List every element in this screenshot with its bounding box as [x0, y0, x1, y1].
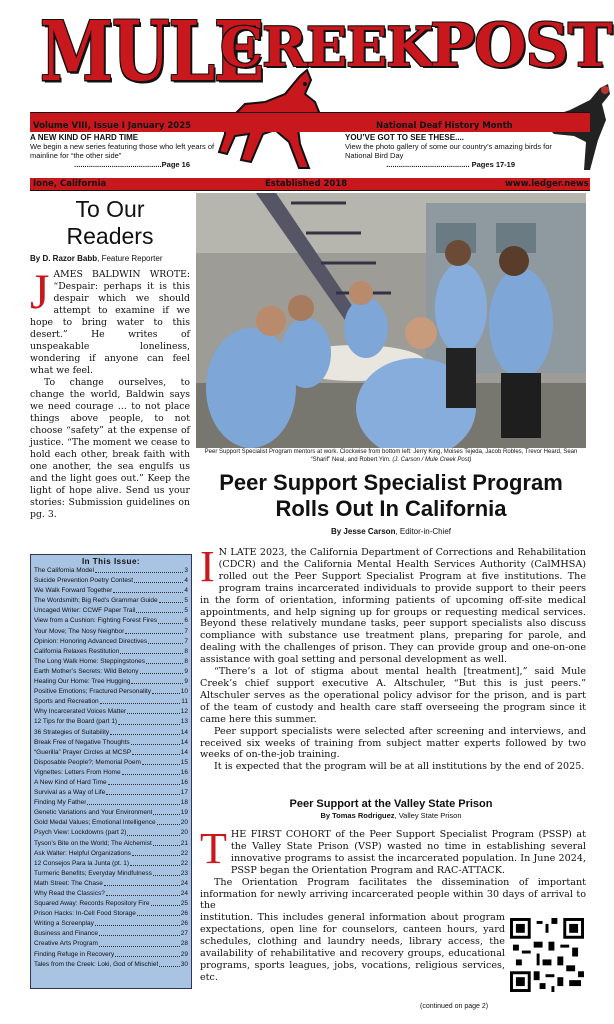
toc-item-page: 15: [180, 758, 188, 766]
toc-item[interactable]: [34, 950, 188, 960]
toc-leader-dots: [134, 576, 183, 583]
toc-leader-dots: [132, 849, 180, 856]
toc-item-page: 9: [184, 667, 188, 675]
toc-item-title: Vignettes: Letters From Home: [34, 768, 121, 776]
toc-item[interactable]: [34, 899, 188, 909]
toc-item-title: Positive Emotions; Fractured Personality: [34, 688, 152, 696]
toc-leader-dots: [127, 828, 179, 835]
toc-leader-dots: [125, 627, 183, 634]
toc-item[interactable]: [34, 667, 188, 677]
toc-item-title: A New Kind of Hard Time: [34, 778, 107, 786]
toc-item[interactable]: [34, 616, 188, 626]
toc-item[interactable]: [34, 748, 188, 758]
toc-leader-dots: [87, 798, 179, 805]
toc-item-title: 36 Strategies of Suitability: [34, 728, 110, 736]
toc-item[interactable]: [34, 717, 188, 727]
toc-item[interactable]: [34, 839, 188, 849]
teaser-heading: A NEW KIND OF HARD TIME: [30, 133, 139, 142]
toc-leader-dots: [132, 748, 180, 755]
toc-item[interactable]: [34, 788, 188, 798]
toc-leader-dots: [95, 566, 183, 573]
toc-item-title: Suicide Prevention Poetry Contest: [34, 577, 133, 585]
article-byline: By D. Razor Babb, Feature Reporter: [30, 254, 163, 263]
toc-item[interactable]: [34, 859, 188, 869]
toc-item-title: “Guerilla” Prayer Circles at MCSP: [34, 748, 132, 756]
toc-leader-dots: [122, 768, 180, 775]
toc-leader-dots: [106, 788, 179, 795]
toc-item-title: Ask Walter: Helpful Organizations: [34, 849, 131, 857]
toc-item-title: Prison Hacks: In-Cell Food Storage: [34, 910, 136, 918]
toc-leader-dots: [104, 879, 180, 886]
toc-leader-dots: [115, 950, 180, 957]
toc-leader-dots: [131, 677, 183, 684]
toc-item-title: The Long Walk Home: Steppingstones: [34, 657, 146, 665]
toc-leader-dots: [118, 717, 180, 724]
toc-item-page: 8: [184, 657, 188, 665]
toc-item-title: Writing a Screenplay: [34, 920, 94, 928]
article-paragraph: The Orientation Program facilitates the dissemination of important information for newly arriving incarcerated people within 30 days of arrival to the: [200, 876, 586, 912]
photo-caption: Peer Support Specialist Program mentors at work. Clockwise from bottom left: Jerry King, Moises Tejeda, Jacob Robles, Trevor Heard, Sean “Sharif” Neal, and Robert Yim. (J. Carson / Mule Creek Post): [204, 449, 578, 463]
lead-photo: [196, 193, 586, 448]
toc-item-title: Finding Refuge in Recovery: [34, 950, 115, 958]
toc-leader-dots: [113, 586, 183, 593]
toc-leader-dots: [99, 939, 180, 946]
volume-issue-date: Volume VIII, Issue I January 2025: [33, 121, 192, 131]
toc-item[interactable]: [34, 687, 188, 697]
toc-item[interactable]: [34, 566, 188, 576]
toc-item[interactable]: [34, 627, 188, 637]
toc-item-page: 4: [184, 587, 188, 595]
toc-item-title: Healing Our Home: Tree Hugging: [34, 678, 131, 686]
toc-item[interactable]: [34, 606, 188, 616]
teaser-hard-time[interactable]: [30, 133, 230, 169]
toc-item-title: Math Street: The Chase: [34, 879, 103, 887]
toc-item[interactable]: [34, 657, 188, 667]
teaser-text: View the photo gallery of some our country’s amazing birds for National Bird Day: [345, 142, 552, 160]
toc-item-title: The California Model: [34, 567, 94, 574]
teaser-text: We begin a new series featuring those who left years of mainline for “the other side”: [30, 142, 215, 160]
toc-item-title: Why Incarcerated Voices Matter: [34, 708, 127, 716]
article-paragraph: To change ourselves, to change the world, Baldwin says we need courage ... to not place things above people, to not choose “safety” at the expense of justice. “The moment we cease to hold each other, break faith with one another, the sea engulfs us and the light goes out.” Keep the light of hope alive. Send us your stories: Submission guidelines on pg. 3.: [30, 377, 190, 520]
teaser-birds[interactable]: [345, 133, 555, 169]
toc-item-title: Sports and Recreation: [34, 698, 99, 706]
toc-item-title: Earth Mother’s Secrets: Wild Betony: [34, 667, 139, 675]
toc-item-title: View from a Cushion: Fighting Forest Fires: [34, 617, 158, 625]
toc-item-page: 22: [180, 849, 188, 857]
article-paragraph: institution. This includes general information about program expectations, open line for counselors, canteen hours, yard schedules, clothing and laundry needs, library access, the availability of rehabilitative and recovery groups, educational programs, sports leagues, jobs, vocations, religious services, etc.: [200, 912, 505, 983]
toc-leader-dots: [146, 657, 183, 664]
table-of-contents: [34, 566, 188, 970]
toc-item[interactable]: [34, 798, 188, 808]
toc-item-page: 19: [180, 809, 188, 817]
toc-item[interactable]: [34, 738, 188, 748]
toc-item-title: Genetic Variations and Your Environment: [34, 809, 153, 817]
toc-item-title: The Wordsmith; Big Red’s Grammar Guide: [34, 597, 158, 605]
toc-item-page: 5: [184, 607, 188, 615]
toc-item[interactable]: [34, 707, 188, 717]
toc-item[interactable]: [34, 647, 188, 657]
toc-item-page: 8: [184, 647, 188, 655]
toc-item-page: 25: [180, 900, 188, 908]
toc-item-page: 29: [180, 950, 188, 958]
masthead-title-post: POST: [430, 11, 612, 81]
toc-item[interactable]: [34, 960, 188, 970]
toc-item-page: 4: [184, 577, 188, 585]
toc-item-title: California Relaxes Restitution: [34, 647, 120, 655]
toc-item-page: 30: [180, 960, 188, 968]
lead-byline: By Jesse Carson, Editor-in-Chief: [330, 527, 452, 536]
toc-item-title: Psych View: Lockdowns (part 2): [34, 829, 127, 837]
toc-item-page: 13: [180, 718, 188, 726]
toc-item[interactable]: [34, 919, 188, 929]
website-link[interactable]: www.ledger.news: [505, 179, 589, 189]
toc-leader-dots: [130, 859, 180, 866]
toc-item-page: 14: [180, 748, 188, 756]
toc-item-page: 16: [180, 778, 188, 786]
drop-cap: J: [30, 263, 50, 319]
toc-leader-dots: [157, 818, 180, 825]
masthead: [0, 0, 614, 122]
toc-item[interactable]: [34, 596, 188, 606]
toc-item-page: 20: [180, 819, 188, 827]
toc-item-title: Finding My Father: [34, 799, 87, 807]
toc-leader-dots: [136, 606, 183, 613]
toc-item[interactable]: [34, 849, 188, 859]
toc-item-title: Your Move; The Nosy Neighbor: [34, 627, 125, 635]
teaser-page: ........................................ Pages 17-19: [386, 160, 515, 169]
toc-item-title: Disposable People?; Memorial Poem: [34, 758, 141, 766]
toc-leader-dots: [110, 728, 180, 735]
toc-item-page: 27: [180, 930, 188, 938]
second-byline: By Tomas Rodriguez, Valley State Prison: [320, 811, 462, 820]
toc-item-title: Opinion: Honoring Advanced Directives: [34, 637, 148, 645]
toc-item-page: 10: [180, 688, 188, 696]
article-title: To Our Readers: [66, 196, 154, 249]
toc-item-title: Survival as a Way of Life: [34, 789, 106, 797]
masthead-title-mule: MULE: [40, 2, 264, 100]
toc-item-page: 14: [180, 728, 188, 736]
toc-leader-dots: [159, 596, 184, 603]
toc-item[interactable]: [34, 879, 188, 889]
toc-item[interactable]: [34, 586, 188, 596]
month-theme: National Deaf History Month: [376, 121, 513, 131]
qr-code[interactable]: [510, 918, 584, 992]
toc-item-title: Turmeric Benefits; Everyday Mindfulness: [34, 869, 152, 877]
toc-leader-dots: [131, 738, 180, 745]
toc-leader-dots: [151, 899, 180, 906]
toc-item[interactable]: [34, 576, 188, 586]
toc-item-page: 24: [180, 879, 188, 887]
toc-item[interactable]: [34, 889, 188, 899]
toc-leader-dots: [153, 808, 179, 815]
toc-item-title: 12 Consejos Para la Junta (pt. 1): [34, 859, 130, 867]
toc-item-page: 7: [184, 637, 188, 645]
issue-info-bar: [30, 120, 590, 132]
continued-link[interactable]: (continued on page 2): [420, 1003, 489, 1010]
toc-item[interactable]: [34, 728, 188, 738]
lead-article-body: I N LATE 2023, the California Department of Corrections and Rehabilitation (CDCR) and the California Mental Health Services Authority (CalMHSA) rolled out the Peer Support Specialist Program at five institutions. The program trains incarcerated individuals to provide support to their peers in the form of orientation, informing patients of upcoming off-site medical appointments, and help signing up for groups or requesting medical services. Beyond these relatively mundane tasks, peer support specialists also discuss compliance with substance use treatment plans, preparing for parole, and dealing with the challenges of prison. They can provide group and one-on-one assistance with goal setting and personal development as well. “There’s a lot of stigma about mental health [treatment],” said Mule Creek’s chief support executive A. Altschuler, “But this is just peers.” Altschuler serves as the operational policy advisor for the prison, and is part of the team of custody and health care staff overseeing the program since it came here this summer. Peer support specialists were selected after screening and interviews, and received six weeks of training from subject matter experts followed by two weeks of on-the-job training. It is expected that the program will be at all institutions by the end of 2025.: [200, 542, 586, 773]
toc-leader-dots: [137, 909, 180, 916]
second-headline: Peer Support at the Valley State Prison: [289, 798, 493, 810]
teaser-page: ..........................................Page 16: [74, 160, 190, 169]
teaser-heading: YOU’VE GOT TO SEE THESE....: [345, 133, 464, 142]
toc-item-page: 14: [180, 738, 188, 746]
toc-item-page: 3: [184, 567, 188, 574]
toc-item-title: Gold Medal Values; Emotional Intelligence: [34, 819, 156, 827]
toc-item-title: 12 Tips for the Board (part 1): [34, 718, 118, 726]
toc-item-page: 23: [180, 869, 188, 877]
article-paragraph: “There’s a lot of stigma about mental health [treatment],” said Mule Creek’s chief support executive A. Altschuler, “But this is just peers.” Altschuler serves as the operational policy advisor for the prison, and is part of the team of custody and health care staff overseeing the program since it came here this summer.: [200, 666, 586, 725]
toc-item-page: 7: [184, 627, 188, 635]
toc-item-page: 22: [180, 859, 188, 867]
toc-item[interactable]: [34, 677, 188, 687]
toc-item-title: Why Read the Classics?: [34, 890, 105, 897]
established: Established 2018: [265, 179, 348, 189]
toc-item-page: 18: [180, 799, 188, 807]
toc-leader-dots: [106, 889, 180, 896]
toc-item[interactable]: [34, 828, 188, 838]
second-article-body: THE FIRST COHORT of the Peer Support Specialist Program (PSSP) at the Valley State Prison (VSP) wasted no time in establishing several innovative programs to assist the incarcerated population. In June 2024, PSSP began the Orientation Program and RAC-ATTACK. The Orientation Program facilitates the dissemination of important information for newly arriving incarcerated people within 30 days of arrival to the institution. This includes general information about program expectations, open line for counselors, canteen hours, yard schedules, clothing and laundry needs, library access, the availability of rehabilitative and recovery groups, educational programs, sports leagues, jobs, vocations, religious services, etc.: [200, 824, 586, 983]
toc-item[interactable]: [34, 869, 188, 879]
toc-leader-dots: [148, 637, 183, 644]
toc-item[interactable]: [34, 939, 188, 949]
toc-leader-dots: [153, 869, 180, 876]
toc-item-page: 6: [184, 617, 188, 625]
toc-item-title: Break Free of Negative Thoughts: [34, 738, 130, 746]
toc-item-page: 11: [181, 698, 188, 706]
toc-item[interactable]: [34, 778, 188, 788]
toc-item-title: Creative Arts Program: [34, 940, 98, 948]
toc-item-page: 20: [180, 829, 188, 837]
to-our-readers-article: [30, 196, 190, 521]
article-body: JAMES BALDWIN WROTE: “Despair: perhaps it is this despair which we should attempt to examine if we hope to bring water to this desert.” He writes of unspeakable loneliness, wondering if anyone can feel what we feel. To change ourselves, to change the world, Baldwin says we need courage ... to not place things above people, to not choose “safety” at the expense of justice. “The moment we cease to hold each other, break faith with one another, the sea engulfs us and the light goes out.” Keep the light of hope alive. Send us your stories: Submission guidelines on pg. 3.: [30, 263, 190, 520]
toc-item[interactable]: [34, 929, 188, 939]
toc-item-page: 26: [180, 920, 188, 928]
toc-item[interactable]: [34, 637, 188, 647]
in-this-issue-box: [30, 554, 192, 989]
toc-leader-dots: [142, 758, 180, 765]
toc-item[interactable]: [34, 697, 188, 707]
toc-item[interactable]: [34, 818, 188, 828]
location: Ione, California: [33, 179, 107, 189]
toc-leader-dots: [100, 697, 181, 704]
toc-leader-dots: [152, 687, 180, 694]
toc-item-page: 17: [180, 789, 188, 797]
masthead-title-creek: CREEK: [220, 15, 433, 79]
toc-item[interactable]: [34, 909, 188, 919]
toc-item-page: 9: [184, 678, 188, 686]
toc-item-page: 5: [184, 597, 188, 605]
toc-item-page: 16: [180, 768, 188, 776]
drop-cap: T: [200, 824, 227, 873]
toc-item-title: Tales from the Creek: Loki, God of Mischief: [34, 960, 159, 968]
toc-item-page: 24: [180, 890, 188, 897]
in-this-issue-title: In This Issue:: [81, 557, 141, 566]
toc-leader-dots: [95, 919, 180, 926]
toc-item-title: Tyson’s Bite on the World; The Alchemist: [34, 839, 152, 847]
toc-leader-dots: [127, 707, 180, 714]
toc-item-title: We Walk Forward Together: [34, 587, 113, 595]
toc-item-title: Business and Finance: [34, 930, 98, 938]
toc-item-page: 28: [180, 940, 188, 948]
toc-leader-dots: [159, 960, 179, 967]
location-bar: [30, 178, 590, 191]
toc-item-page: 21: [180, 839, 188, 847]
toc-item-title: Uncaged Writer: CCWF Paper Trail: [34, 607, 136, 615]
toc-leader-dots: [158, 616, 183, 623]
toc-leader-dots: [99, 929, 180, 936]
toc-item-page: 26: [180, 910, 188, 918]
lead-headline: Peer Support Specialist Program Rolls Out In California: [219, 470, 563, 521]
toc-item[interactable]: [34, 768, 188, 778]
toc-item[interactable]: [34, 808, 188, 818]
toc-item-page: 12: [180, 708, 188, 716]
toc-item[interactable]: [34, 758, 188, 768]
article-paragraph: It is expected that the program will be at all institutions by the end of 2025.: [214, 761, 585, 773]
toc-item-title: Squared Away: Records Repository Fire: [34, 900, 150, 908]
drop-cap: I: [200, 542, 215, 591]
toc-leader-dots: [153, 839, 180, 846]
toc-leader-dots: [120, 647, 183, 654]
toc-leader-dots: [108, 778, 180, 785]
article-paragraph: Peer support specialists were selected after screening and interviews, and received six weeks of training from subject matter experts followed by two weeks of on-the-job training.: [200, 725, 586, 761]
toc-leader-dots: [140, 667, 184, 674]
